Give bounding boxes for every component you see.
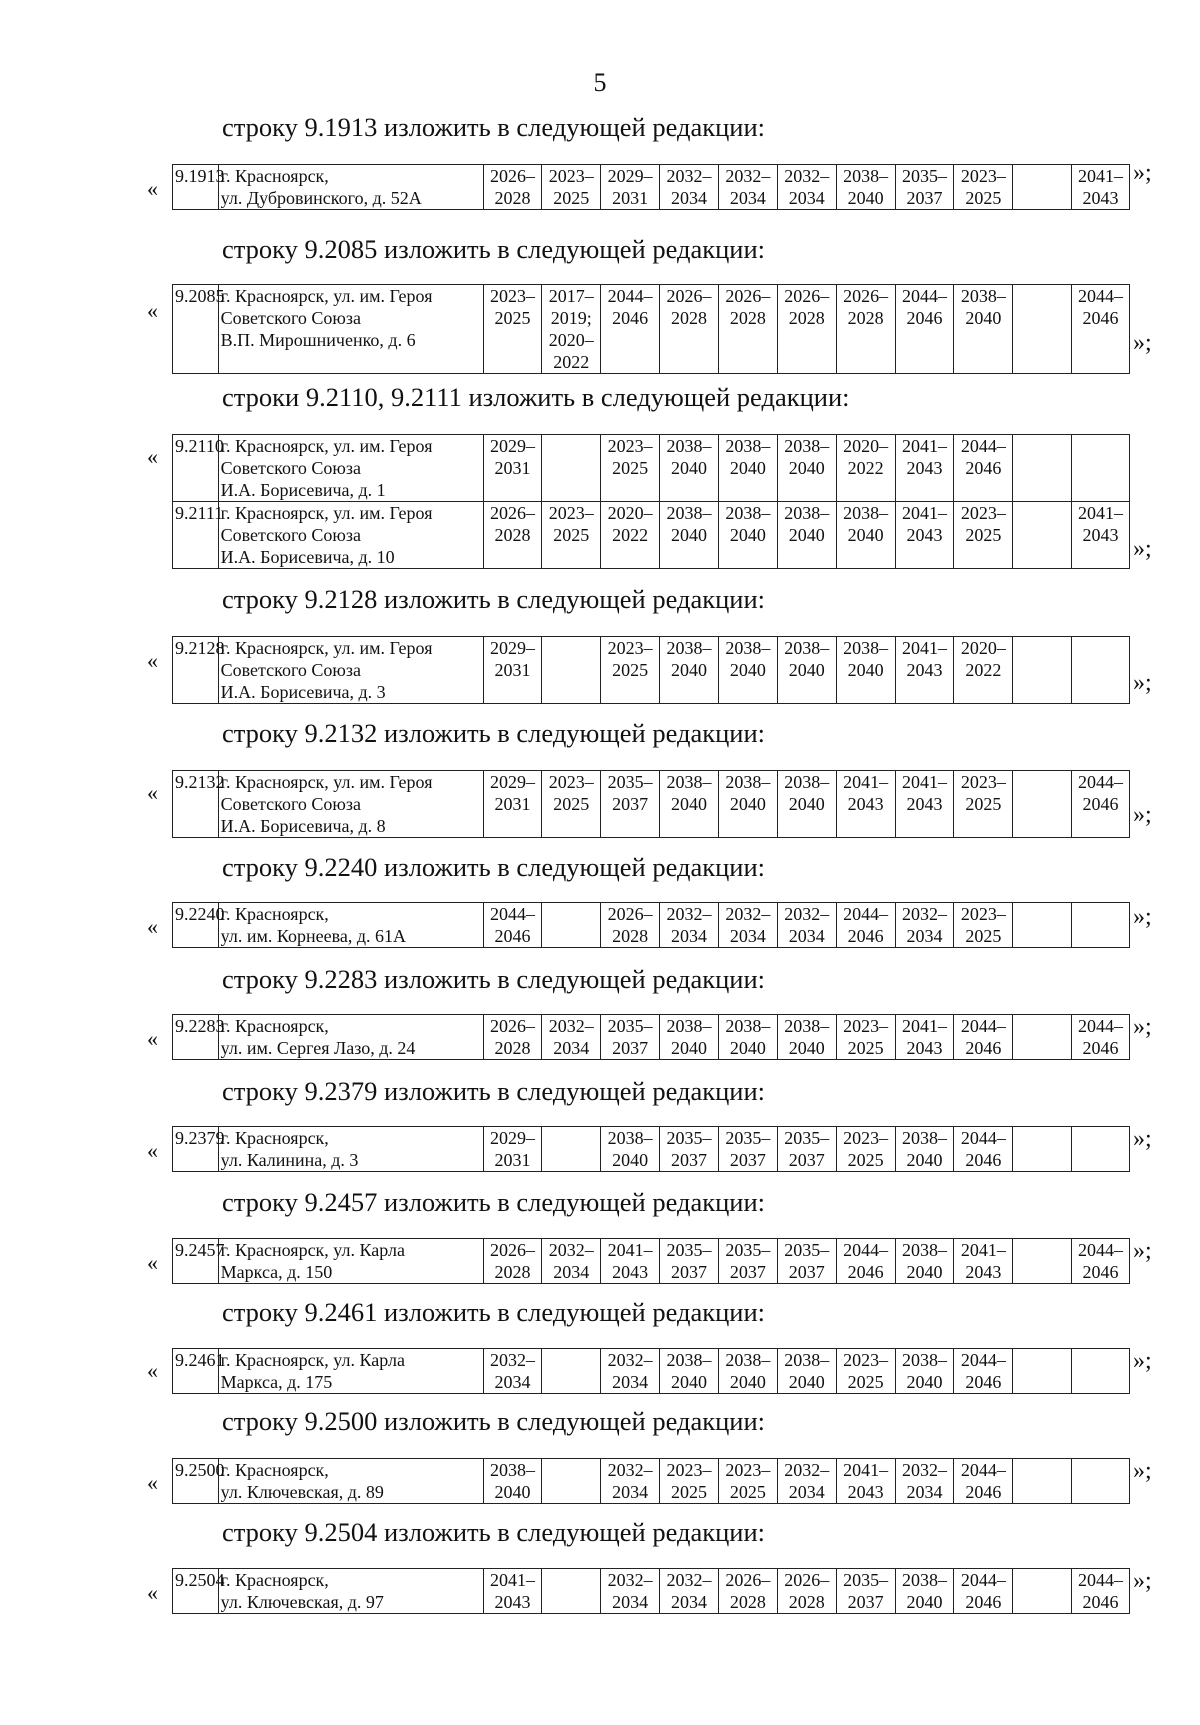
period-cell: 2035– 2037 bbox=[601, 1015, 660, 1060]
row-number: 9.2240 bbox=[173, 903, 219, 948]
amendment-heading: строку 9.2457 изложить в следующей редакции: bbox=[222, 1187, 766, 1217]
table-row bbox=[173, 771, 1130, 838]
amendment-table bbox=[172, 1238, 1130, 1284]
row-number: 9.2500 bbox=[173, 1459, 219, 1504]
period-cell bbox=[542, 1569, 601, 1614]
period-cell: 2020– 2022 bbox=[836, 435, 895, 502]
amendment-table bbox=[172, 284, 1130, 374]
period-cell: 2044– 2046 bbox=[895, 285, 954, 374]
amendment-table bbox=[172, 1348, 1130, 1394]
period-cell: 2038– 2040 bbox=[777, 1015, 836, 1060]
period-cell: 2023– 2025 bbox=[542, 771, 601, 838]
period-cell: 2038– 2040 bbox=[718, 502, 777, 569]
period-cell: 2026– 2028 bbox=[836, 285, 895, 374]
period-cell: 2023– 2025 bbox=[542, 165, 601, 210]
closing-quote: »; bbox=[1133, 160, 1152, 186]
period-cell: 2044– 2046 bbox=[1072, 1239, 1130, 1284]
period-cell: 2026– 2028 bbox=[660, 285, 719, 374]
closing-quote: »; bbox=[1133, 1238, 1152, 1264]
period-cell: 2026– 2028 bbox=[483, 1015, 542, 1060]
period-cell: 2023– 2025 bbox=[836, 1127, 895, 1172]
period-cell: 2044– 2046 bbox=[954, 1459, 1013, 1504]
period-cell bbox=[1072, 1349, 1130, 1394]
period-cell: 2041– 2043 bbox=[895, 1015, 954, 1060]
amendment-table bbox=[172, 770, 1130, 838]
period-cell: 2035– 2037 bbox=[718, 1239, 777, 1284]
period-cell: 2026– 2028 bbox=[601, 903, 660, 948]
address-cell: г. Красноярск, ул. им. Корнеева, д. 61А bbox=[218, 903, 483, 948]
period-cell: 2038– 2040 bbox=[777, 1349, 836, 1394]
period-cell: 2044– 2046 bbox=[1072, 771, 1130, 838]
period-cell: 2023– 2025 bbox=[836, 1015, 895, 1060]
row-number: 9.2283 bbox=[173, 1015, 219, 1060]
period-cell: 2038– 2040 bbox=[777, 637, 836, 704]
amendment-heading: строку 9.2500 изложить в следующей редакции: bbox=[222, 1406, 766, 1436]
period-cell: 2041– 2043 bbox=[1072, 165, 1130, 210]
period-cell bbox=[1013, 1459, 1072, 1504]
closing-quote: »; bbox=[1133, 802, 1152, 828]
period-cell bbox=[542, 1349, 601, 1394]
period-cell: 2044– 2046 bbox=[1072, 1569, 1130, 1614]
closing-quote: »; bbox=[1133, 670, 1152, 696]
period-cell: 2032– 2034 bbox=[777, 903, 836, 948]
opening-quote: « bbox=[147, 1138, 158, 1163]
period-cell: 2023– 2025 bbox=[601, 637, 660, 704]
table-row bbox=[173, 1459, 1130, 1504]
closing-quote: »; bbox=[1133, 1568, 1152, 1594]
address-cell: г. Красноярск, ул. им. Сергея Лазо, д. 24 bbox=[218, 1015, 483, 1060]
table-row bbox=[173, 165, 1130, 210]
period-cell: 2026– 2028 bbox=[718, 1569, 777, 1614]
table-row bbox=[173, 435, 1130, 502]
period-cell: 2035– 2037 bbox=[777, 1239, 836, 1284]
period-cell: 2029– 2031 bbox=[483, 637, 542, 704]
period-cell: 2041– 2043 bbox=[895, 435, 954, 502]
period-cell: 2032– 2034 bbox=[660, 1569, 719, 1614]
table-row bbox=[173, 285, 1130, 374]
period-cell: 2023– 2025 bbox=[718, 1459, 777, 1504]
period-cell bbox=[1013, 285, 1072, 374]
period-cell: 2029– 2031 bbox=[483, 435, 542, 502]
table-row bbox=[173, 1569, 1130, 1614]
period-cell: 2035– 2037 bbox=[777, 1127, 836, 1172]
closing-quote: »; bbox=[1133, 1348, 1152, 1374]
period-cell: 2032– 2034 bbox=[895, 903, 954, 948]
period-cell: 2038– 2040 bbox=[718, 1349, 777, 1394]
period-cell: 2026– 2028 bbox=[483, 1239, 542, 1284]
closing-quote: »; bbox=[1133, 1126, 1152, 1152]
row-number: 9.1913 bbox=[173, 165, 219, 210]
period-cell: 2044– 2046 bbox=[954, 1127, 1013, 1172]
period-cell: 2041– 2043 bbox=[895, 771, 954, 838]
period-cell: 2038– 2040 bbox=[895, 1569, 954, 1614]
closing-quote: »; bbox=[1133, 904, 1152, 930]
period-cell: 2035– 2037 bbox=[836, 1569, 895, 1614]
opening-quote: « bbox=[147, 1470, 158, 1495]
period-cell: 2038– 2040 bbox=[836, 637, 895, 704]
period-cell: 2038– 2040 bbox=[718, 1015, 777, 1060]
period-cell bbox=[542, 1127, 601, 1172]
row-number: 9.2457 bbox=[173, 1239, 219, 1284]
amendment-heading: строку 9.2283 изложить в следующей редакции: bbox=[222, 964, 766, 994]
period-cell bbox=[1013, 1015, 1072, 1060]
period-cell: 2032– 2034 bbox=[542, 1015, 601, 1060]
period-cell: 2038– 2040 bbox=[895, 1127, 954, 1172]
period-cell bbox=[1013, 435, 1072, 502]
period-cell bbox=[1072, 1127, 1130, 1172]
period-cell bbox=[542, 637, 601, 704]
amendment-heading: строку 9.2379 изложить в следующей редакции: bbox=[222, 1076, 766, 1106]
period-cell: 2026– 2028 bbox=[483, 165, 542, 210]
period-cell: 2017– 2019; 2020– 2022 bbox=[542, 285, 601, 374]
period-cell: 2041– 2043 bbox=[954, 1239, 1013, 1284]
period-cell: 2032– 2034 bbox=[777, 165, 836, 210]
period-cell: 2032– 2034 bbox=[483, 1349, 542, 1394]
opening-quote: « bbox=[147, 1250, 158, 1275]
opening-quote: « bbox=[147, 444, 158, 469]
page-number: 5 bbox=[593, 68, 607, 97]
period-cell: 2044– 2046 bbox=[1072, 285, 1130, 374]
period-cell: 2029– 2031 bbox=[483, 1127, 542, 1172]
period-cell: 2041– 2043 bbox=[895, 502, 954, 569]
period-cell bbox=[1013, 903, 1072, 948]
opening-quote: « bbox=[147, 176, 158, 201]
period-cell bbox=[542, 903, 601, 948]
period-cell: 2041– 2043 bbox=[1072, 502, 1130, 569]
row-number: 9.2504 bbox=[173, 1569, 219, 1614]
period-cell bbox=[1013, 771, 1072, 838]
period-cell: 2035– 2037 bbox=[895, 165, 954, 210]
closing-quote: »; bbox=[1133, 536, 1152, 562]
period-cell: 2038– 2040 bbox=[836, 502, 895, 569]
period-cell: 2035– 2037 bbox=[601, 771, 660, 838]
table-row bbox=[173, 502, 1130, 569]
period-cell: 2041– 2043 bbox=[601, 1239, 660, 1284]
period-cell: 2026– 2028 bbox=[483, 502, 542, 569]
row-number: 9.2132 bbox=[173, 771, 219, 838]
period-cell: 2044– 2046 bbox=[1072, 1015, 1130, 1060]
opening-quote: « bbox=[147, 1580, 158, 1605]
period-cell: 2020– 2022 bbox=[954, 637, 1013, 704]
period-cell: 2032– 2034 bbox=[660, 165, 719, 210]
period-cell: 2044– 2046 bbox=[601, 285, 660, 374]
period-cell bbox=[1072, 435, 1130, 502]
period-cell: 2041– 2043 bbox=[836, 1459, 895, 1504]
closing-quote: »; bbox=[1133, 1014, 1152, 1040]
address-cell: г. Красноярск, ул. Карла Маркса, д. 175 bbox=[218, 1349, 483, 1394]
address-cell: г. Красноярск, ул. им. Героя Советского Союза И.А. Борисевича, д. 1 bbox=[218, 435, 483, 502]
row-number: 9.2379 bbox=[173, 1127, 219, 1172]
address-cell: г. Красноярск, ул. им. Героя Советского Союза И.А. Борисевича, д. 10 bbox=[218, 502, 483, 569]
period-cell: 2023– 2025 bbox=[954, 165, 1013, 210]
period-cell: 2044– 2046 bbox=[483, 903, 542, 948]
opening-quote: « bbox=[147, 780, 158, 805]
period-cell: 2038– 2040 bbox=[718, 637, 777, 704]
period-cell: 2032– 2034 bbox=[718, 165, 777, 210]
period-cell: 2032– 2034 bbox=[601, 1459, 660, 1504]
period-cell bbox=[1013, 1239, 1072, 1284]
period-cell: 2038– 2040 bbox=[660, 502, 719, 569]
period-cell: 2029– 2031 bbox=[601, 165, 660, 210]
amendment-table bbox=[172, 1458, 1130, 1504]
period-cell: 2023– 2025 bbox=[601, 435, 660, 502]
period-cell: 2035– 2037 bbox=[660, 1127, 719, 1172]
period-cell: 2038– 2040 bbox=[777, 435, 836, 502]
period-cell bbox=[542, 435, 601, 502]
period-cell bbox=[1013, 165, 1072, 210]
period-cell: 2044– 2046 bbox=[954, 1349, 1013, 1394]
amendment-heading: строки 9.2110, 9.2111 изложить в следующей редакции: bbox=[222, 382, 850, 412]
period-cell: 2035– 2037 bbox=[660, 1239, 719, 1284]
period-cell: 2038– 2040 bbox=[660, 637, 719, 704]
period-cell: 2026– 2028 bbox=[718, 285, 777, 374]
amendment-heading: строку 9.2240 изложить в следующей редакции: bbox=[222, 852, 766, 882]
period-cell: 2038– 2040 bbox=[601, 1127, 660, 1172]
period-cell: 2044– 2046 bbox=[954, 1569, 1013, 1614]
period-cell: 2032– 2034 bbox=[895, 1459, 954, 1504]
period-cell bbox=[1072, 1459, 1130, 1504]
period-cell: 2038– 2040 bbox=[895, 1239, 954, 1284]
table-row bbox=[173, 903, 1130, 948]
table-row bbox=[173, 1015, 1130, 1060]
period-cell bbox=[1013, 1349, 1072, 1394]
row-number: 9.2110 bbox=[173, 435, 219, 502]
closing-quote: »; bbox=[1133, 330, 1152, 356]
amendment-heading: строку 9.1913 изложить в следующей редакции: bbox=[222, 112, 766, 142]
amendment-heading: строку 9.2132 изложить в следующей редакции: bbox=[222, 718, 766, 748]
amendment-table bbox=[172, 902, 1130, 948]
amendment-table bbox=[172, 1014, 1130, 1060]
address-cell: г. Красноярск, ул. Ключевская, д. 97 bbox=[218, 1569, 483, 1614]
period-cell: 2038– 2040 bbox=[660, 435, 719, 502]
address-cell: г. Красноярск, ул. Ключевская, д. 89 bbox=[218, 1459, 483, 1504]
period-cell: 2032– 2034 bbox=[718, 903, 777, 948]
amendment-heading: строку 9.2461 изложить в следующей редакции: bbox=[222, 1297, 766, 1327]
period-cell: 2038– 2040 bbox=[660, 1349, 719, 1394]
opening-quote: « bbox=[147, 1358, 158, 1383]
period-cell: 2044– 2046 bbox=[836, 1239, 895, 1284]
period-cell: 2020– 2022 bbox=[601, 502, 660, 569]
address-cell: г. Красноярск, ул. им. Героя Советского Союза И.А. Борисевича, д. 8 bbox=[218, 771, 483, 838]
amendment-table bbox=[172, 1126, 1130, 1172]
period-cell: 2026– 2028 bbox=[777, 1569, 836, 1614]
table-row bbox=[173, 1349, 1130, 1394]
period-cell: 2026– 2028 bbox=[777, 285, 836, 374]
period-cell: 2044– 2046 bbox=[954, 435, 1013, 502]
period-cell: 2032– 2034 bbox=[601, 1569, 660, 1614]
period-cell: 2035– 2037 bbox=[718, 1127, 777, 1172]
address-cell: г. Красноярск, ул. им. Героя Советского Союза В.П. Мирошниченко, д. 6 bbox=[218, 285, 483, 374]
period-cell: 2038– 2040 bbox=[718, 771, 777, 838]
period-cell: 2038– 2040 bbox=[777, 771, 836, 838]
row-number: 9.2128 bbox=[173, 637, 219, 704]
period-cell: 2023– 2025 bbox=[483, 285, 542, 374]
opening-quote: « bbox=[147, 298, 158, 323]
period-cell: 2041– 2043 bbox=[483, 1569, 542, 1614]
period-cell: 2032– 2034 bbox=[542, 1239, 601, 1284]
period-cell: 2038– 2040 bbox=[954, 285, 1013, 374]
period-cell bbox=[1072, 637, 1130, 704]
period-cell: 2032– 2034 bbox=[660, 903, 719, 948]
period-cell: 2038– 2040 bbox=[836, 165, 895, 210]
period-cell: 2038– 2040 bbox=[777, 502, 836, 569]
amendment-table bbox=[172, 1568, 1130, 1614]
period-cell: 2038– 2040 bbox=[895, 1349, 954, 1394]
amendment-heading: строку 9.2085 изложить в следующей редакции: bbox=[222, 234, 766, 264]
period-cell: 2041– 2043 bbox=[895, 637, 954, 704]
period-cell: 2029– 2031 bbox=[483, 771, 542, 838]
address-cell: г. Красноярск, ул. им. Героя Советского Союза И.А. Борисевича, д. 3 bbox=[218, 637, 483, 704]
period-cell: 2023– 2025 bbox=[836, 1349, 895, 1394]
period-cell: 2044– 2046 bbox=[836, 903, 895, 948]
period-cell bbox=[1013, 1127, 1072, 1172]
row-number: 9.2111 bbox=[173, 502, 219, 569]
table-row bbox=[173, 1239, 1130, 1284]
period-cell bbox=[1013, 1569, 1072, 1614]
opening-quote: « bbox=[147, 914, 158, 939]
period-cell: 2038– 2040 bbox=[660, 1015, 719, 1060]
address-cell: г. Красноярск, ул. Карла Маркса, д. 150 bbox=[218, 1239, 483, 1284]
period-cell: 2023– 2025 bbox=[954, 771, 1013, 838]
period-cell: 2044– 2046 bbox=[954, 1015, 1013, 1060]
table-row bbox=[173, 637, 1130, 704]
period-cell: 2023– 2025 bbox=[660, 1459, 719, 1504]
amendment-heading: строку 9.2128 изложить в следующей редакции: bbox=[222, 584, 766, 614]
address-cell: г. Красноярск, ул. Калинина, д. 3 bbox=[218, 1127, 483, 1172]
opening-quote: « bbox=[147, 648, 158, 673]
amendment-table bbox=[172, 434, 1130, 569]
period-cell: 2023– 2025 bbox=[542, 502, 601, 569]
row-number: 9.2085 bbox=[173, 285, 219, 374]
period-cell: 2038– 2040 bbox=[483, 1459, 542, 1504]
period-cell: 2041– 2043 bbox=[836, 771, 895, 838]
address-cell: г. Красноярск, ул. Дубровинского, д. 52А bbox=[218, 165, 483, 210]
period-cell: 2032– 2034 bbox=[777, 1459, 836, 1504]
period-cell bbox=[1013, 637, 1072, 704]
amendment-heading: строку 9.2504 изложить в следующей редакции: bbox=[222, 1517, 766, 1547]
period-cell: 2023– 2025 bbox=[954, 903, 1013, 948]
period-cell: 2038– 2040 bbox=[718, 435, 777, 502]
period-cell bbox=[542, 1459, 601, 1504]
period-cell: 2038– 2040 bbox=[660, 771, 719, 838]
table-row bbox=[173, 1127, 1130, 1172]
opening-quote: « bbox=[147, 1026, 158, 1051]
period-cell bbox=[1013, 502, 1072, 569]
period-cell bbox=[1072, 903, 1130, 948]
period-cell: 2032– 2034 bbox=[601, 1349, 660, 1394]
period-cell: 2023– 2025 bbox=[954, 502, 1013, 569]
amendment-table bbox=[172, 164, 1130, 210]
row-number: 9.2461 bbox=[173, 1349, 219, 1394]
amendment-table bbox=[172, 636, 1130, 704]
closing-quote: »; bbox=[1133, 1458, 1152, 1484]
